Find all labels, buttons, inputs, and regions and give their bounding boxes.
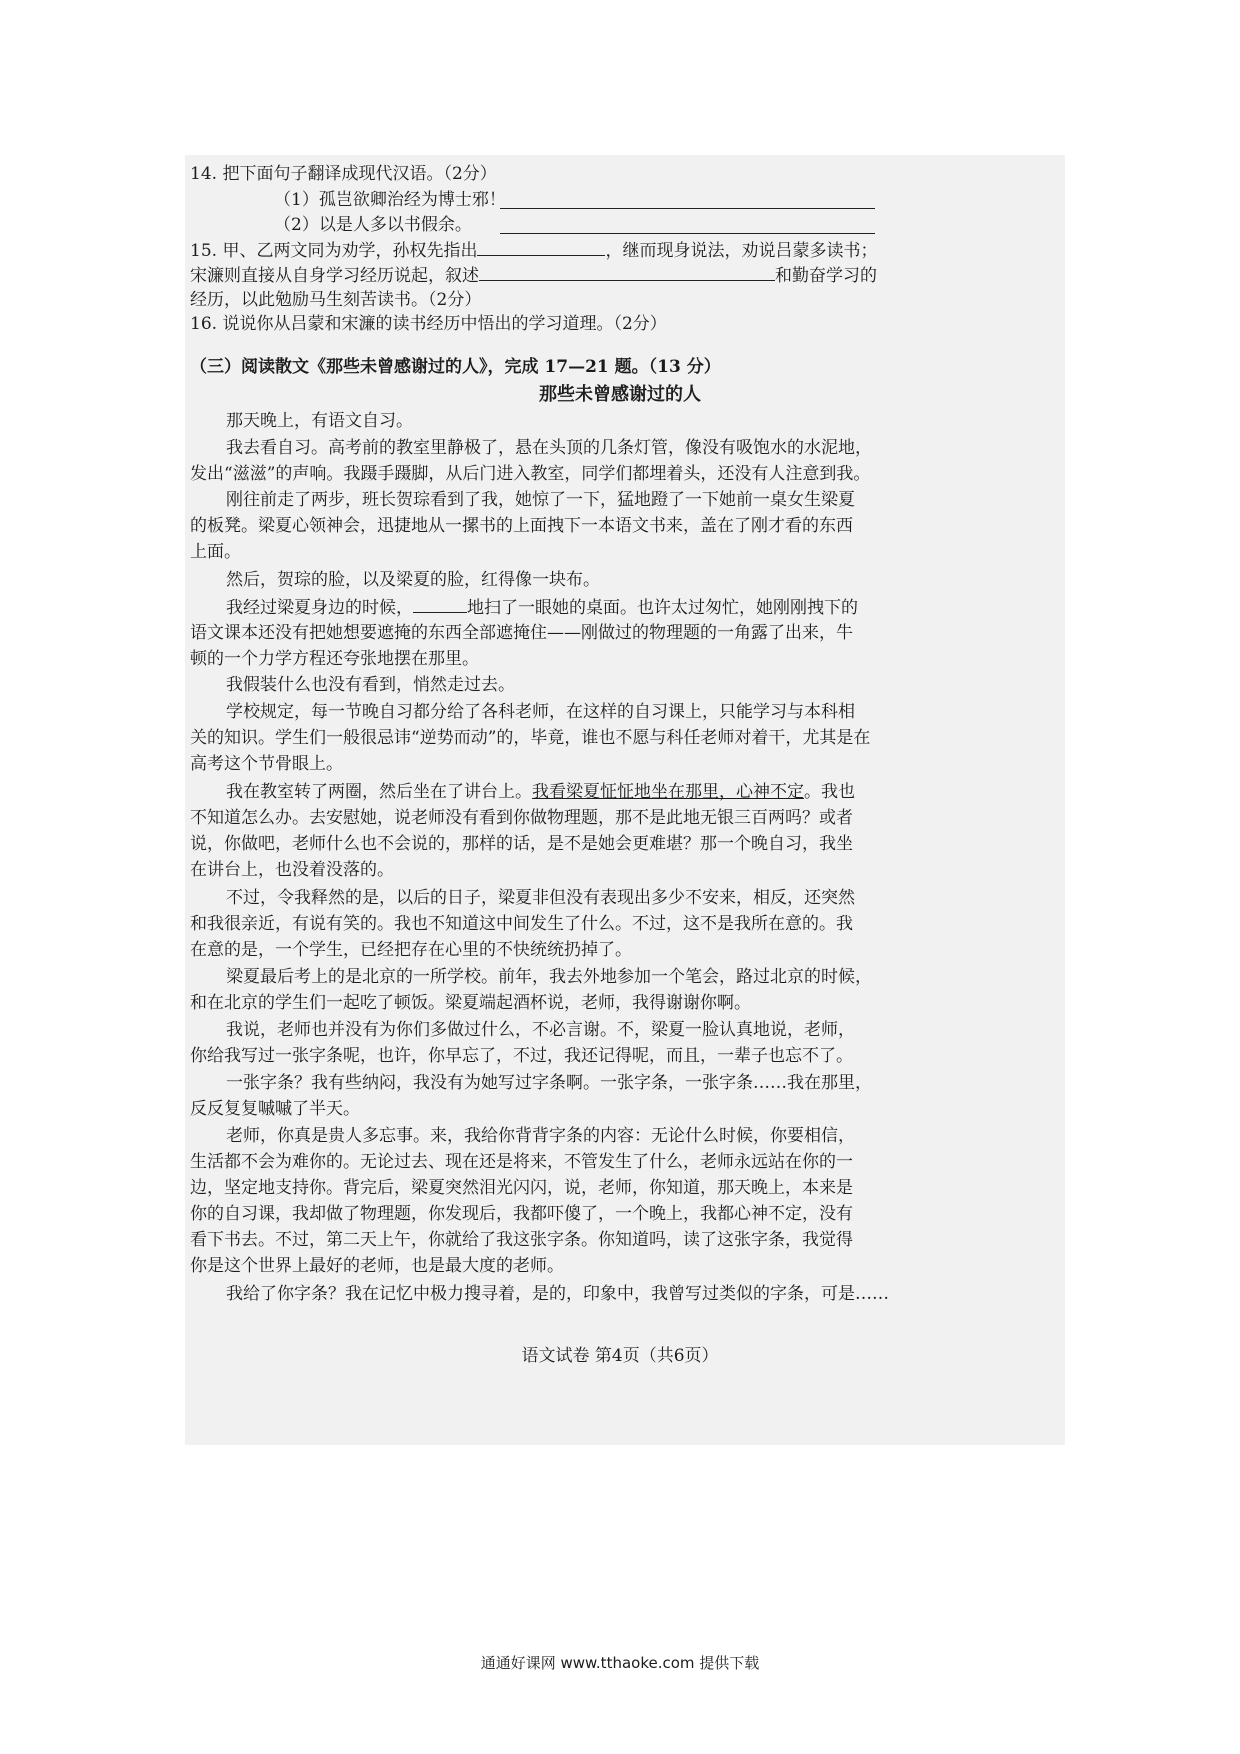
article-line: 我假装什么也没有看到，悄然走过去。 <box>226 675 515 695</box>
article-line: 高考这个节骨眼上。 <box>190 754 343 774</box>
article-line: 关的知识。学生们一般很忌讳“逆势而动”的，毕竟，谁也不愿与科任老师对着干，尤其是在 <box>190 728 871 748</box>
article-line: 学校规定，每一节晚自习都分给了各科老师，在这样的自习课上，只能学习与本科相 <box>226 702 855 722</box>
article-line: 我去看自习。高考前的教室里静极了，悬在头顶的几条灯管，像没有吸饱水的水泥地， <box>226 438 872 458</box>
article-line: 你的自习课，我却做了物理题，你发现后，我都吓傻了，一个晚上，我都心神不定，没有 <box>190 1204 853 1224</box>
answer-blank-14-2 <box>500 217 875 234</box>
article-line: 不知道怎么办。去安慰她，说老师没有看到你做物理题，那不是此地无银三百两吗？或者 <box>190 808 853 828</box>
question-14: 14. 把下面句子翻译成现代汉语。（2分） <box>190 164 497 184</box>
underlined-sentence: 我看梁夏怔怔地坐在那里，心神不定 <box>532 782 804 802</box>
article-line: 顿的一个力学方程还夸张地摆在那里。 <box>190 649 479 669</box>
article-line: 一张字条？我有些纳闷，我没有为她写过字条啊。一张字条，一张字条……我在那里， <box>226 1073 872 1093</box>
article-line: 你是这个世界上最好的老师，也是最大度的老师。 <box>190 1256 564 1276</box>
answer-blank-14-1 <box>500 192 875 209</box>
article-line: 说，你做吧，老师什么也不会说的，那样的话，是不是她会更难堪？那一个晚自习，我坐 <box>190 834 853 854</box>
article-line: 我说，老师也并没有为你们多做过什么，不必言谢。不，梁夏一脸认真地说，老师， <box>226 1020 855 1040</box>
article-line: 和我很亲近，有说有笑的。我也不知道这中间发生了什么。不过，这不是我所在意的。我 <box>190 914 853 934</box>
answer-blank-15-1 <box>477 239 605 256</box>
question-15-line-1: 15. 甲、乙两文同为劝学，孙权先指出 ，继而现身说法，劝说吕蒙多读书； <box>190 241 878 261</box>
article-line: 发出“滋滋”的声响。我蹑手蹑脚，从后门进入教室，同学们都埋着头，还没有人注意到我。 <box>190 464 871 484</box>
answer-blank-17 <box>413 596 467 613</box>
article-line: 反反复复嘁嘁了半天。 <box>190 1099 360 1119</box>
article-line: 生活都不会为难你的。无论过去、现在还是将来，不管发生了什么，老师永远站在你的一 <box>190 1152 853 1172</box>
article-title: 那些未曾感谢过的人 <box>539 384 701 405</box>
article-line: 上面。 <box>190 542 241 562</box>
article-line: 我在教室转了两圈，然后坐在了讲台上。我看梁夏怔怔地坐在那里，心神不定。我也 <box>226 782 855 802</box>
article-line: 然后，贺琮的脸，以及梁夏的脸，红得像一块布。 <box>226 570 600 590</box>
question-16: 16. 说说你从吕蒙和宋濂的读书经历中悟出的学习道理。（2分） <box>190 314 667 334</box>
article-line: 看下书去。不过，第二天上午，你就给了我这张字条。你知道吗，读了这张字条，我觉得 <box>190 1230 853 1250</box>
question-14-item-2: （2）以是人多以书假余。 <box>274 215 472 235</box>
section-heading: （三）阅读散文《那些未曾感谢过的人》，完成 17—21 题。（13 分） <box>190 357 721 377</box>
site-credit: 通通好课网 www.tthaoke.com 提供下载 <box>480 1654 760 1672</box>
question-14-item-1: （1）孤岂欲卿治经为博士邪！ <box>274 190 506 210</box>
article-line: 我经过梁夏身边的时候， 地扫了一眼她的桌面。也许太过匆忙，她刚刚拽下的 <box>226 598 858 618</box>
article-line: 不过，令我释然的是，以后的日子，梁夏非但没有表现出多少不安来，相反，还突然 <box>226 888 855 908</box>
article-line: 那天晚上，有语文自习。 <box>226 411 413 431</box>
article-line: 在讲台上，也没着没落的。 <box>190 860 394 880</box>
article-line: 你给我写过一张字条呢，也许，你早忘了，不过，我还记得呢，而且，一辈子也忘不了。 <box>190 1046 853 1066</box>
article-line: 在意的是，一个学生，已经把存在心里的不快统统扔掉了。 <box>190 940 632 960</box>
article-line: 的板凳。梁夏心领神会，迅捷地从一摞书的上面拽下一本语文书来，盖在了刚才看的东西 <box>190 516 853 536</box>
question-15-line-2: 宋濂则直接从自身学习经历说起，叙述 和勤奋学习的 <box>190 266 877 286</box>
article-line: 语文课本还没有把她想要遮掩的东西全部遮掩住——刚做过的物理题的一角露了出来，牛 <box>190 623 853 643</box>
article-line: 老师，你真是贵人多忘事。来，我给你背背字条的内容：无论什么时候，你要相信， <box>226 1126 855 1146</box>
article-line: 刚往前走了两步，班长贺琮看到了我，她惊了一下，猛地蹬了一下她前一桌女生梁夏 <box>226 490 855 510</box>
article-line: 边，坚定地支持你。背完后，梁夏突然泪光闪闪，说，老师，你知道，那天晚上，本来是 <box>190 1178 853 1198</box>
article-line: 梁夏最后考上的是北京的一所学校。前年，我去外地参加一个笔会，路过北京的时候， <box>226 967 872 987</box>
question-15-line-3: 经历，以此勉励马生刻苦读书。（2分） <box>190 290 482 310</box>
article-line: 我给了你字条？我在记忆中极力搜寻着，是的，印象中，我曾写过类似的字条，可是…… <box>226 1284 889 1304</box>
article-line: 和在北京的学生们一起吃了顿饭。梁夏端起酒杯说，老师，我得谢谢你啊。 <box>190 993 751 1013</box>
answer-blank-15-2 <box>479 264 775 281</box>
page-footer: 语文试卷 第4页（共6页） <box>521 1346 719 1366</box>
